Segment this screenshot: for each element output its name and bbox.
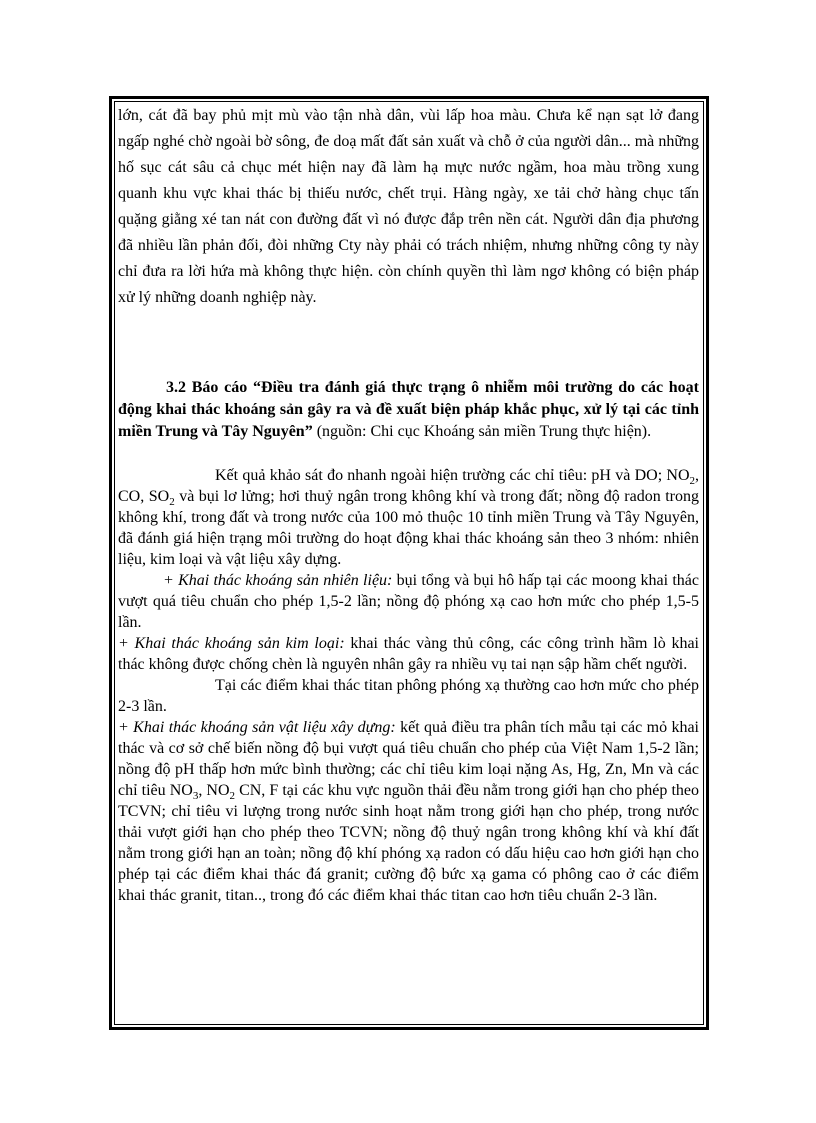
document-body (118, 103, 699, 906)
spacer (118, 311, 699, 377)
paragraph-sand-mining: lớn, cát đã bay phủ mịt mù vào tận nhà dân, vùi lấp hoa màu. Chưa kể nạn sạt lở đang ngấp nghé chờ ngoài bờ sông, đe doạ mất đất sản xuất và chỗ ở của người dân... mà những hố sục cát sâu cả chục mét hiện nay đã làm hạ mực nước ngầm, hoa màu trồng xung quanh khu vực khai thác bị thiếu nước, chết trụi. Hàng ngày, xe tải chở hàng chục tấn quặng giằng xé tan nát con đường đất vì nó được đắp trên nền cát. Người dân địa phương đã nhiều lần phản đối, đòi những Cty này phải có trách nhiệm, nhưng những công ty này chỉ đưa ra lời hứa mà không thực hiện. còn chính quyền thì làm ngơ không có biện pháp xử lý những doanh nghiệp này. (118, 107, 699, 306)
paragraph-titan: Tại các điểm khai thác titan phông phóng xạ thường cao hơn mức cho phép 2-3 lần. (118, 677, 699, 715)
heading-title: 3.2 Báo cáo “Điều tra đánh giá thực trạng ô nhiễm môi trường do các hoạt động khai thác khoáng sản gây ra và đề xuất biện pháp khắc phục, xử lý tại các tỉnh miền Trung và Tây Nguyên” (118, 379, 699, 440)
paragraph-fuel-minerals: + Khai thác khoáng sản nhiên liệu: bụi tổng và bụi hô hấp tại các moong khai thác vượt quá tiêu chuẩn cho phép 1,5-2 lần; nồng độ phóng xạ cao hơn mức cho phép 1,5-5 lần. (118, 572, 699, 631)
paragraph-metal-minerals: + Khai thác khoáng sản kim loại: khai thác vàng thủ công, các công trình hầm lò khai thác không được chống chèn là nguyên nhân gây ra nhiều vụ tai nạn sập hầm chết người. (118, 635, 699, 673)
section-heading-3-2 (118, 377, 699, 443)
metal-label: + Khai thác khoáng sản kim loại: (118, 635, 345, 652)
fuel-label: + Khai thác khoáng sản nhiên liệu: (163, 572, 393, 589)
heading-source: (nguồn: Chi cục Khoáng sản miền Trung thực hiện). (312, 423, 652, 440)
paragraph-building-materials: + Khai thác khoáng sản vật liệu xây dựng: kết quả điều tra phân tích mẫu tại các mỏ khai thác và cơ sở chế biến nồng độ bụi vượt quá tiêu chuẩn cho phép của Việt Nam 1,5-2 lần; nồng độ pH thấp hơn mức bình thường; các chỉ tiêu kim loại nặng As, Hg, Zn, Mn và các chỉ tiêu $NO_3$, $NO_2$ CN, F tại các khu vực nguồn thải đều nằm trong giới hạn cho phép theo TCVN; chỉ tiêu vi lượng trong nước sinh hoạt nằm trong giới hạn cho phép, trong nước thải vượt giới hạn cho phép theo TCVN; nồng độ thuỷ ngân trong không khí và khí đất nằm trong giới hạn an toàn; nồng độ khí phóng xạ radon có dấu hiệu cao hơn giới hạn cho phép tại các điểm khai thác đá granit; cường độ bức xạ gama có phông cao ở các điểm khai thác granit, titan.., trong đó các điểm khai thác titan cao hơn tiêu chuẩn 2-3 lần. (118, 719, 700, 904)
building-label: + Khai thác khoáng sản vật liệu xây dựng: (118, 719, 396, 736)
survey-results (118, 465, 699, 906)
paragraph-intro: Kết quả khảo sát đo nhanh ngoài hiện trường các chỉ tiêu: pH và DO; $NO_2$, CO, $SO_2$ và bụi lơ lửng; hơi thuỷ ngân trong không khí và trong đất; nồng độ radon trong không khí, trong đất và trong nước của 100 mỏ thuộc 10 tỉnh miền Trung và Tây Nguyên, đã đánh giá hiện trạng môi trường do hoạt động khai thác khoáng sản theo 3 nhóm: nhiên liệu, kim loại và vật liệu xây dựng. (118, 467, 699, 568)
